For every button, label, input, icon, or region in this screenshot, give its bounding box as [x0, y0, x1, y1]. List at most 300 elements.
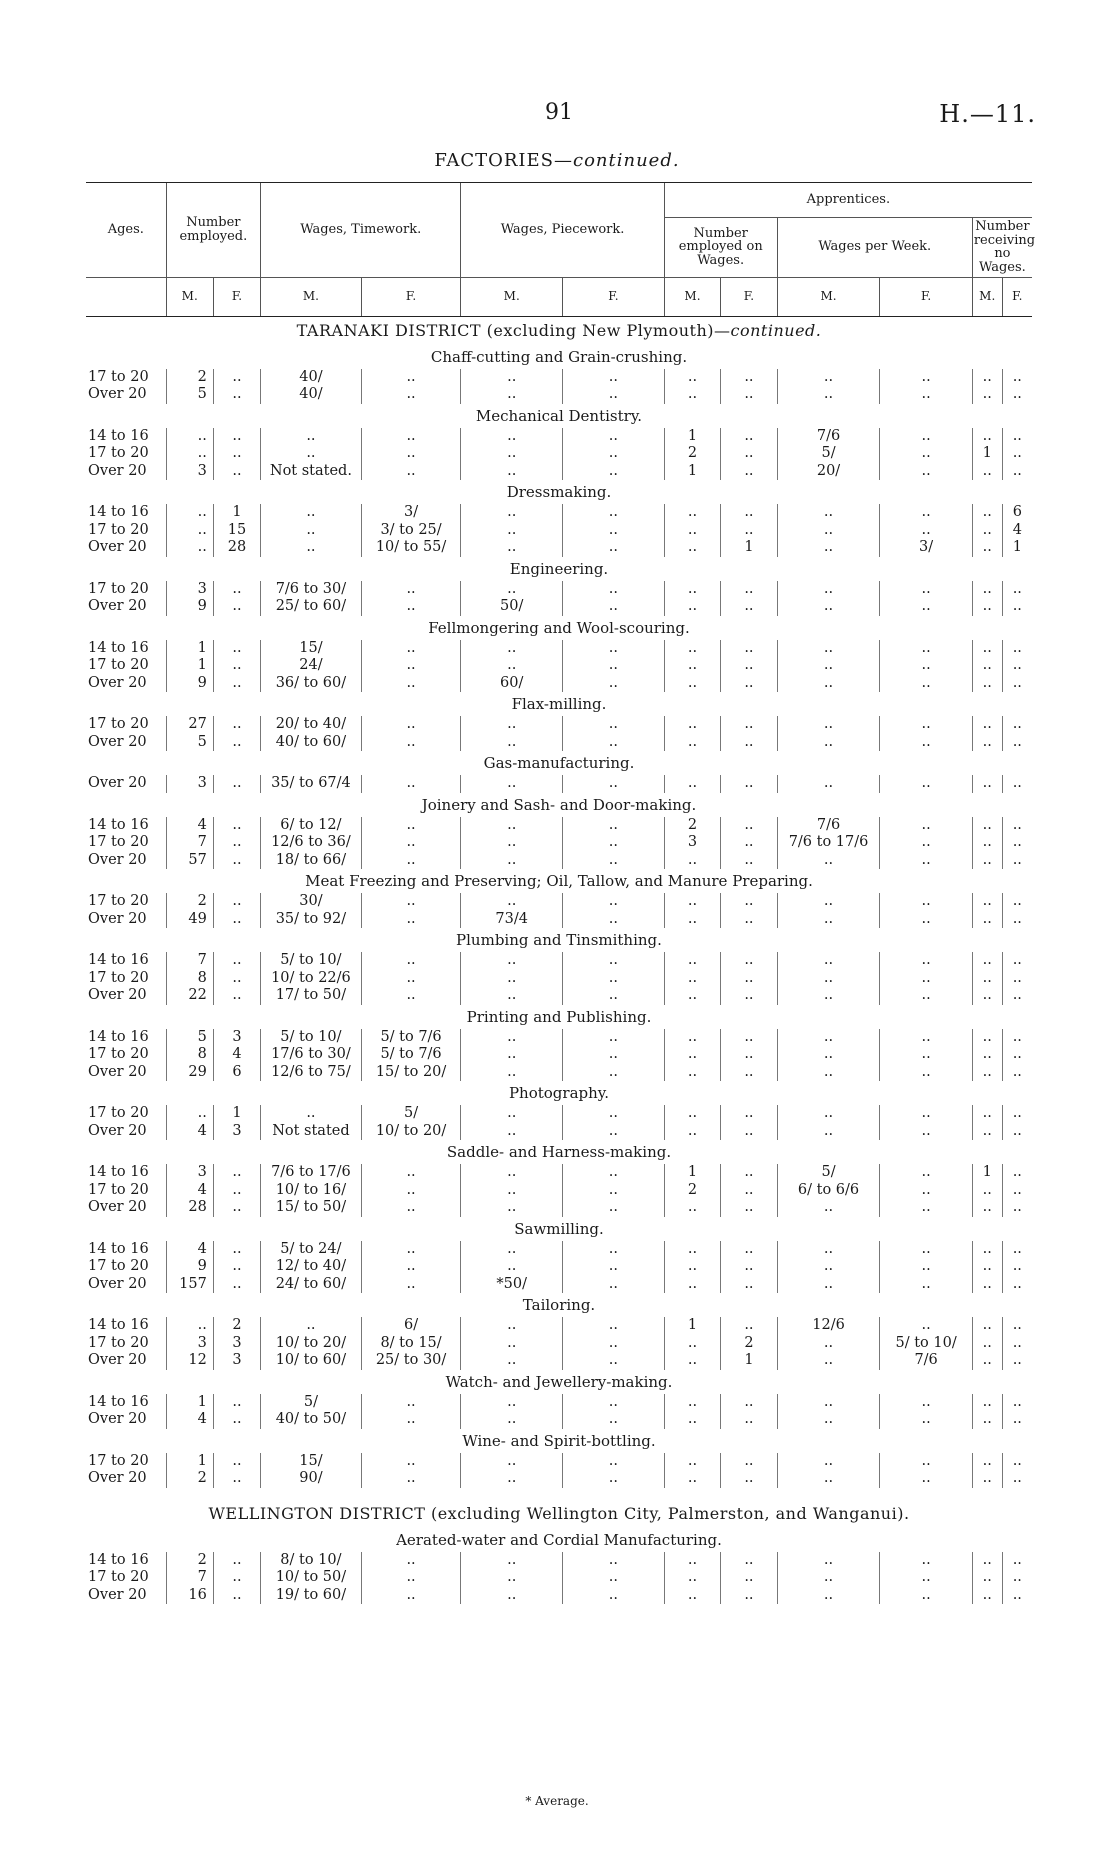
value-cell: .. [972, 1352, 1002, 1370]
value-cell: .. [461, 504, 563, 522]
value-cell: 10/ to 20/ [261, 1335, 362, 1353]
value-cell: .. [213, 1470, 260, 1488]
district-name: TARANAKI DISTRICT (excluding New Plymouth)— [296, 320, 731, 340]
value-cell: .. [664, 369, 720, 387]
value-cell: .. [777, 675, 880, 693]
value-cell: .. [972, 1276, 1002, 1294]
table-row [86, 734, 1032, 752]
value-cell: 15/ to 20/ [361, 1064, 461, 1082]
value-cell: .. [213, 834, 260, 852]
table-row [86, 952, 1032, 970]
value-cell: .. [563, 852, 665, 870]
value-cell: .. [664, 1123, 720, 1141]
spacer-cell [86, 1488, 1032, 1500]
value-cell: .. [1002, 675, 1032, 693]
value-cell: 3 [166, 463, 213, 481]
value-cell: .. [664, 775, 720, 793]
value-cell: .. [1002, 1164, 1032, 1182]
value-cell: .. [563, 1352, 665, 1370]
value-cell: .. [461, 369, 563, 387]
value-cell: .. [213, 1241, 260, 1259]
value-cell: .. [972, 1569, 1002, 1587]
value-cell: .. [461, 1105, 563, 1123]
value-cell: 1 [664, 428, 720, 446]
district-row [86, 316, 1032, 345]
value-cell: .. [213, 775, 260, 793]
section-heading-row [86, 1293, 1032, 1317]
value-cell: .. [563, 775, 665, 793]
value-cell: .. [880, 775, 972, 793]
age-cell: Over 20 [88, 386, 147, 403]
value-cell: 1 [972, 1164, 1002, 1182]
value-cell: .. [664, 734, 720, 752]
value-cell: 5/ [777, 1164, 880, 1182]
value-cell: .. [1002, 445, 1032, 463]
value-cell: 17/ to 50/ [261, 987, 362, 1005]
header-f: F. [361, 277, 461, 316]
value-cell: .. [361, 893, 461, 911]
section-heading: Fellmongering and Wool-scouring. [428, 618, 690, 637]
age-cell: Over 20 [88, 1199, 147, 1216]
value-cell: .. [880, 1453, 972, 1471]
value-cell: .. [563, 1552, 665, 1570]
value-cell: .. [777, 1352, 880, 1370]
table-row [86, 445, 1032, 463]
value-cell: .. [880, 463, 972, 481]
value-cell: 6 [1002, 504, 1032, 522]
age-cell: Over 20 [88, 462, 147, 479]
value-cell: .. [361, 1199, 461, 1217]
table-row [86, 1276, 1032, 1294]
value-cell: .. [972, 987, 1002, 1005]
value-cell: .. [777, 911, 880, 929]
value-cell: .. [461, 716, 563, 734]
value-cell: .. [777, 386, 880, 404]
value-cell: .. [213, 1276, 260, 1294]
value-cell: .. [721, 1470, 777, 1488]
value-cell: .. [777, 970, 880, 988]
district-name: WELLINGTON DISTRICT (excluding Wellington City, Palmerston, and Wanganui). [208, 1503, 910, 1523]
value-cell: .. [880, 1258, 972, 1276]
value-cell: .. [563, 504, 665, 522]
value-cell: .. [721, 463, 777, 481]
age-cell: 17 to 20 [88, 969, 149, 986]
header-ages: Ages. [86, 183, 166, 278]
age-cell: 17 to 20 [88, 368, 149, 385]
value-cell: .. [880, 504, 972, 522]
value-cell: .. [563, 657, 665, 675]
value-cell: .. [721, 911, 777, 929]
value-cell: .. [972, 1182, 1002, 1200]
value-cell: .. [461, 657, 563, 675]
value-cell: .. [880, 1552, 972, 1570]
value-cell: .. [777, 1394, 880, 1412]
value-cell: .. [361, 1411, 461, 1429]
value-cell: .. [1002, 1029, 1032, 1047]
value-cell: .. [721, 1258, 777, 1276]
value-cell: .. [213, 716, 260, 734]
value-cell: .. [461, 428, 563, 446]
value-cell: .. [880, 1164, 972, 1182]
value-cell: .. [563, 598, 665, 616]
value-cell: .. [721, 1317, 777, 1335]
value-cell: .. [721, 369, 777, 387]
value-cell: .. [777, 522, 880, 540]
value-cell: 12/6 to 36/ [261, 834, 362, 852]
value-cell: .. [1002, 640, 1032, 658]
value-cell: 2 [166, 1552, 213, 1570]
value-cell: .. [721, 817, 777, 835]
value-cell: .. [777, 1199, 880, 1217]
value-cell: 4 [166, 817, 213, 835]
table-row [86, 1199, 1032, 1217]
section-heading-row [86, 928, 1032, 952]
value-cell: .. [563, 1470, 665, 1488]
header-number-on-wages: Number employed on Wages. [664, 218, 777, 278]
value-cell: .. [461, 1164, 563, 1182]
value-cell: 1 [166, 1394, 213, 1412]
district-row [86, 1500, 1032, 1528]
value-cell: .. [563, 1241, 665, 1259]
section-heading-row [86, 616, 1032, 640]
value-cell: .. [461, 640, 563, 658]
value-cell: .. [461, 834, 563, 852]
value-cell: .. [972, 1029, 1002, 1047]
section-heading-row [86, 557, 1032, 581]
value-cell: .. [461, 1064, 563, 1082]
table-row [86, 1453, 1032, 1471]
value-cell: .. [880, 1105, 972, 1123]
value-cell: Not stated [261, 1123, 362, 1141]
value-cell: .. [563, 428, 665, 446]
value-cell: .. [461, 1046, 563, 1064]
value-cell: 3 [213, 1352, 260, 1370]
value-cell: 3 [664, 834, 720, 852]
value-cell: .. [563, 1105, 665, 1123]
table-row [86, 657, 1032, 675]
value-cell: 2 [721, 1335, 777, 1353]
value-cell: .. [972, 1587, 1002, 1605]
value-cell: 6/ to 6/6 [777, 1182, 880, 1200]
table-row [86, 1587, 1032, 1605]
age-cell: Over 20 [88, 987, 147, 1004]
district-suffix: continued. [730, 320, 822, 340]
value-cell: Not stated. [261, 463, 362, 481]
value-cell: .. [213, 640, 260, 658]
table-row [86, 1394, 1032, 1412]
value-cell: .. [664, 1276, 720, 1294]
value-cell: 2 [213, 1317, 260, 1335]
value-cell: .. [213, 817, 260, 835]
value-cell: .. [461, 1029, 563, 1047]
value-cell: 1 [1002, 539, 1032, 557]
value-cell: .. [563, 1199, 665, 1217]
value-cell: .. [880, 1241, 972, 1259]
value-cell: .. [880, 1182, 972, 1200]
value-cell: .. [213, 911, 260, 929]
value-cell: .. [563, 1123, 665, 1141]
value-cell: .. [1002, 1317, 1032, 1335]
value-cell: .. [721, 1394, 777, 1412]
value-cell: .. [721, 775, 777, 793]
value-cell: .. [213, 1411, 260, 1429]
value-cell: .. [1002, 893, 1032, 911]
value-cell: .. [461, 1241, 563, 1259]
value-cell: 7/6 [777, 817, 880, 835]
value-cell: .. [563, 952, 665, 970]
value-cell: .. [1002, 386, 1032, 404]
value-cell: .. [972, 598, 1002, 616]
value-cell: .. [972, 775, 1002, 793]
value-cell: .. [213, 952, 260, 970]
value-cell: .. [972, 428, 1002, 446]
value-cell: 40/ to 60/ [261, 734, 362, 752]
table-row [86, 775, 1032, 793]
header-apprentices: Apprentices. [664, 183, 1032, 218]
section-heading-row [86, 1528, 1032, 1552]
value-cell: 5/ to 7/6 [361, 1029, 461, 1047]
value-cell: .. [563, 1029, 665, 1047]
value-cell: .. [777, 1046, 880, 1064]
value-cell: .. [213, 1182, 260, 1200]
header-m: M. [664, 277, 720, 316]
value-cell: 12/ to 40/ [261, 1258, 362, 1276]
value-cell: .. [777, 716, 880, 734]
value-cell: 60/ [461, 675, 563, 693]
value-cell: .. [777, 952, 880, 970]
table-row [86, 1241, 1032, 1259]
section-heading: Saddle- and Harness-making. [446, 1143, 672, 1162]
value-cell: .. [213, 1164, 260, 1182]
value-cell: .. [721, 1105, 777, 1123]
value-cell: 1 [664, 1164, 720, 1182]
age-cell: Over 20 [88, 851, 147, 868]
value-cell: 5/ [777, 445, 880, 463]
value-cell: 1 [213, 504, 260, 522]
value-cell: .. [664, 640, 720, 658]
age-cell: 14 to 16 [88, 816, 149, 833]
value-cell: 5 [166, 386, 213, 404]
value-cell: .. [880, 1587, 972, 1605]
value-cell: .. [1002, 1123, 1032, 1141]
table-row [86, 1164, 1032, 1182]
value-cell: .. [461, 581, 563, 599]
value-cell: 5 [166, 1029, 213, 1047]
table-row [86, 598, 1032, 616]
value-cell: .. [563, 970, 665, 988]
table-row [86, 817, 1032, 835]
value-cell: .. [721, 1552, 777, 1570]
table-row [86, 1411, 1032, 1429]
value-cell: 7/6 [880, 1352, 972, 1370]
value-cell: .. [880, 893, 972, 911]
value-cell: .. [461, 463, 563, 481]
value-cell: .. [880, 445, 972, 463]
value-cell: 3 [166, 581, 213, 599]
value-cell: .. [777, 1064, 880, 1082]
value-cell: .. [361, 987, 461, 1005]
value-cell: .. [361, 734, 461, 752]
value-cell: .. [664, 522, 720, 540]
age-cell: 17 to 20 [88, 657, 149, 674]
value-cell: .. [777, 539, 880, 557]
header-wages-per-week: Wages per Week. [777, 218, 972, 278]
value-cell: 3/ [361, 504, 461, 522]
value-cell: .. [664, 952, 720, 970]
value-cell: .. [972, 952, 1002, 970]
value-cell: .. [166, 428, 213, 446]
value-cell: .. [721, 1199, 777, 1217]
value-cell: .. [721, 657, 777, 675]
value-cell: .. [166, 504, 213, 522]
value-cell: .. [461, 1587, 563, 1605]
value-cell: .. [777, 1411, 880, 1429]
value-cell: .. [972, 581, 1002, 599]
factories-wages-table [86, 182, 1036, 1604]
section-heading-row [86, 345, 1032, 369]
value-cell: .. [972, 1123, 1002, 1141]
section-heading-row [86, 1005, 1032, 1029]
table-row [86, 1105, 1032, 1123]
section-heading: Meat Freezing and Preserving; Oil, Tallow, and Manure Preparing. [305, 872, 813, 891]
value-cell: 4 [166, 1182, 213, 1200]
section-heading-row [86, 793, 1032, 817]
value-cell: .. [972, 716, 1002, 734]
value-cell: .. [664, 1394, 720, 1412]
value-cell: .. [1002, 1182, 1032, 1200]
value-cell: .. [972, 657, 1002, 675]
value-cell: .. [777, 657, 880, 675]
value-cell: .. [972, 1317, 1002, 1335]
section-heading: Printing and Publishing. [466, 1007, 652, 1026]
table-row [86, 386, 1032, 404]
value-cell: .. [563, 893, 665, 911]
document-reference: H.—11. [939, 100, 1036, 128]
value-cell: .. [664, 1105, 720, 1123]
section-heading: Wine- and Spirit-bottling. [462, 1431, 656, 1450]
value-cell: 4 [213, 1046, 260, 1064]
value-cell: .. [213, 675, 260, 693]
header-m: M. [261, 277, 362, 316]
age-cell: Over 20 [88, 775, 147, 792]
age-cell: 17 to 20 [88, 1569, 149, 1586]
value-cell: 15/ [261, 640, 362, 658]
section-heading: Dressmaking. [506, 483, 612, 502]
value-cell: .. [880, 987, 972, 1005]
value-cell: .. [361, 1164, 461, 1182]
value-cell: .. [777, 987, 880, 1005]
value-cell: .. [166, 445, 213, 463]
value-cell: .. [721, 386, 777, 404]
value-cell: .. [664, 1569, 720, 1587]
age-cell: 14 to 16 [88, 1164, 149, 1181]
value-cell: .. [880, 1569, 972, 1587]
section-heading: Aerated-water and Cordial Manufacturing. [396, 1530, 722, 1549]
district-title [86, 316, 1032, 345]
value-cell: 3 [166, 1335, 213, 1353]
value-cell: 1 [664, 1317, 720, 1335]
value-cell: .. [664, 386, 720, 404]
value-cell: .. [664, 1411, 720, 1429]
value-cell: 15/ [261, 1453, 362, 1471]
value-cell: .. [1002, 1587, 1032, 1605]
value-cell: 15/ to 50/ [261, 1199, 362, 1217]
value-cell: .. [1002, 428, 1032, 446]
section-heading: Tailoring. [522, 1296, 596, 1315]
value-cell: .. [880, 970, 972, 988]
value-cell: .. [166, 1105, 213, 1123]
table-row [86, 640, 1032, 658]
value-cell: .. [563, 987, 665, 1005]
value-cell: .. [972, 369, 1002, 387]
value-cell: .. [880, 386, 972, 404]
value-cell: .. [361, 598, 461, 616]
value-cell: .. [777, 734, 880, 752]
value-cell: .. [880, 369, 972, 387]
value-cell: 2 [664, 817, 720, 835]
value-cell: .. [461, 1199, 563, 1217]
value-cell: .. [563, 522, 665, 540]
table-row [86, 504, 1032, 522]
value-cell: .. [213, 598, 260, 616]
title-main: FACTORIES— [434, 150, 573, 171]
value-cell: 9 [166, 598, 213, 616]
value-cell: .. [721, 893, 777, 911]
value-cell: .. [461, 1258, 563, 1276]
value-cell: .. [664, 598, 720, 616]
header-f: F. [880, 277, 972, 316]
table-row [86, 1569, 1032, 1587]
section-heading: Photography. [508, 1084, 610, 1103]
value-cell: .. [664, 1046, 720, 1064]
table-row [86, 1317, 1032, 1335]
value-cell: .. [361, 952, 461, 970]
value-cell: .. [1002, 987, 1032, 1005]
value-cell: .. [880, 952, 972, 970]
value-cell: .. [721, 1029, 777, 1047]
value-cell: .. [563, 539, 665, 557]
value-cell: 7/6 to 30/ [261, 581, 362, 599]
table-row [86, 1064, 1032, 1082]
table-row [86, 539, 1032, 557]
value-cell: .. [361, 834, 461, 852]
value-cell: 3 [213, 1029, 260, 1047]
value-cell: .. [1002, 657, 1032, 675]
value-cell: .. [461, 1453, 563, 1471]
value-cell: 40/ [261, 369, 362, 387]
value-cell: .. [777, 1335, 880, 1353]
value-cell: 10/ to 60/ [261, 1352, 362, 1370]
value-cell: 7/6 to 17/6 [261, 1164, 362, 1182]
value-cell: .. [563, 1335, 665, 1353]
section-heading-row [86, 1370, 1032, 1394]
value-cell: .. [361, 657, 461, 675]
value-cell: .. [972, 1064, 1002, 1082]
value-cell: .. [1002, 1064, 1032, 1082]
value-cell: .. [777, 369, 880, 387]
section-heading-row [86, 404, 1032, 428]
value-cell: .. [166, 522, 213, 540]
age-cell: Over 20 [88, 1411, 147, 1428]
value-cell: .. [721, 1182, 777, 1200]
value-cell: .. [563, 716, 665, 734]
value-cell: .. [213, 1199, 260, 1217]
value-cell: 3 [213, 1335, 260, 1353]
value-cell: .. [721, 1587, 777, 1605]
value-cell: .. [261, 522, 362, 540]
value-cell: .. [563, 734, 665, 752]
value-cell: .. [563, 1276, 665, 1294]
